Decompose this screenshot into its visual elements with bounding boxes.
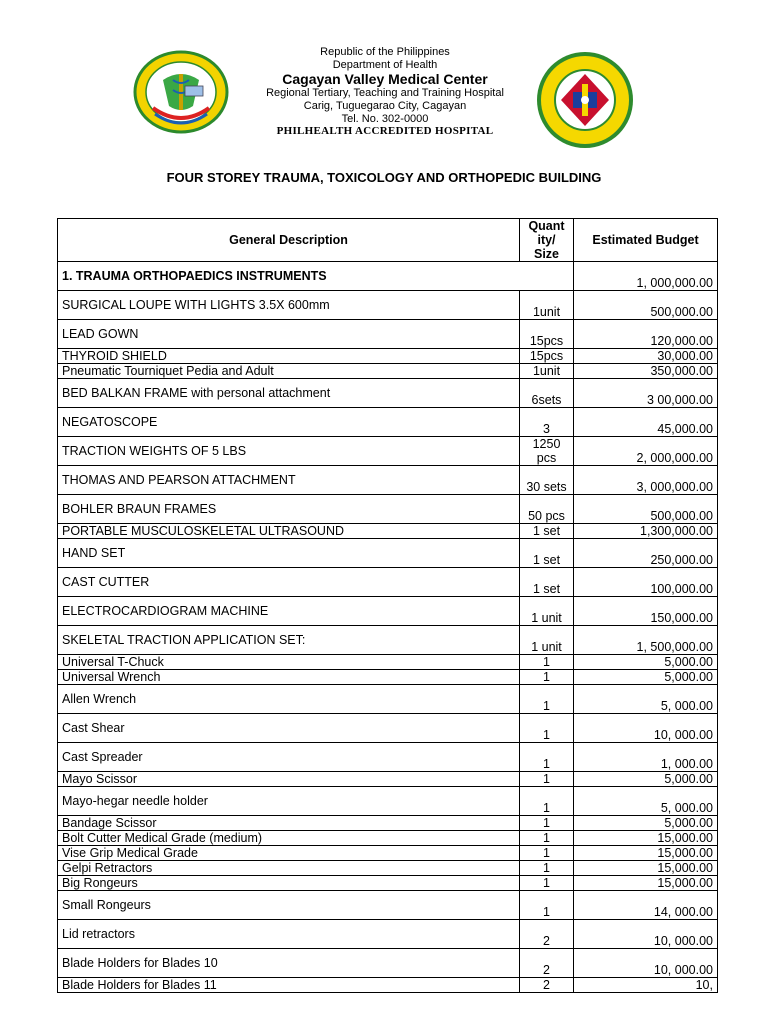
item-budget: 3 00,000.00 (574, 379, 718, 408)
item-description: BOHLER BRAUN FRAMES (58, 495, 520, 524)
item-description: Lid retractors (58, 920, 520, 949)
item-description: SURGICAL LOUPE WITH LIGHTS 3.5X 600mm (58, 291, 520, 320)
item-budget: 5, 000.00 (574, 685, 718, 714)
item-quantity: 6sets (520, 379, 574, 408)
item-budget: 5,000.00 (574, 655, 718, 670)
item-description: Small Rongeurs (58, 891, 520, 920)
table-row (58, 524, 718, 539)
table-header-row (58, 219, 718, 262)
item-budget: 15,000.00 (574, 831, 718, 846)
item-quantity: 1 unit (520, 626, 574, 655)
table-row (58, 364, 718, 379)
item-quantity: 1 (520, 861, 574, 876)
item-budget: 150,000.00 (574, 597, 718, 626)
hospital-name: Cagayan Valley Medical Center (282, 71, 488, 88)
section-label: 1. TRAUMA ORTHOPAEDICS INSTRUMENTS (58, 262, 574, 291)
table-row (58, 320, 718, 349)
item-quantity: 1unit (520, 364, 574, 379)
item-quantity: 2 (520, 920, 574, 949)
table-row (58, 437, 718, 466)
table-row (58, 876, 718, 891)
table-row (58, 655, 718, 670)
item-budget: 350,000.00 (574, 364, 718, 379)
section-budget: 1, 000,000.00 (574, 262, 718, 291)
department-line: Department of Health (332, 58, 438, 71)
table-row (58, 349, 718, 364)
item-quantity: 15pcs (520, 349, 574, 364)
item-budget: 500,000.00 (574, 291, 718, 320)
item-quantity: 30 sets (520, 466, 574, 495)
item-quantity: 1 (520, 772, 574, 787)
header-description: General Description (58, 219, 520, 262)
item-quantity: 1 (520, 655, 574, 670)
item-description: Allen Wrench (58, 685, 520, 714)
item-description: Cast Shear (58, 714, 520, 743)
item-description: ELECTROCARDIOGRAM MACHINE (58, 597, 520, 626)
item-quantity: 1 set (520, 539, 574, 568)
item-budget: 15,000.00 (574, 861, 718, 876)
item-budget: 5, 000.00 (574, 787, 718, 816)
cvmc-seal-logo (133, 50, 229, 134)
item-budget: 10, 000.00 (574, 714, 718, 743)
item-description: THYROID SHIELD (58, 349, 520, 364)
item-description: Universal Wrench (58, 670, 520, 685)
table-row (58, 816, 718, 831)
table-row (58, 891, 718, 920)
item-budget: 3, 000,000.00 (574, 466, 718, 495)
item-quantity: 1 (520, 846, 574, 861)
table-row (58, 379, 718, 408)
item-budget: 500,000.00 (574, 495, 718, 524)
header-quantity: Quant ity/ Size (520, 219, 574, 262)
item-quantity: 1 (520, 831, 574, 846)
letterhead (0, 40, 768, 140)
item-description: PORTABLE MUSCULOSKELETAL ULTRASOUND (58, 524, 520, 539)
item-budget: 1,300,000.00 (574, 524, 718, 539)
item-quantity: 1 (520, 787, 574, 816)
item-description: Vise Grip Medical Grade (58, 846, 520, 861)
table-row (58, 772, 718, 787)
accreditation-line: PHILHEALTH ACCREDITED HOSPITAL (276, 125, 494, 138)
item-budget: 250,000.00 (574, 539, 718, 568)
item-description: Cast Spreader (58, 743, 520, 772)
item-budget: 10, 000.00 (574, 920, 718, 949)
table-row (58, 670, 718, 685)
item-description: Bandage Scissor (58, 816, 520, 831)
item-description: Pneumatic Tourniquet Pedia and Adult (58, 364, 520, 379)
section-row (58, 262, 718, 291)
table-row (58, 291, 718, 320)
item-budget: 10, 000.00 (574, 949, 718, 978)
item-quantity: 1 unit (520, 597, 574, 626)
item-description: HAND SET (58, 539, 520, 568)
table-row (58, 861, 718, 876)
item-description: NEGATOSCOPE (58, 408, 520, 437)
item-description: Universal T-Chuck (58, 655, 520, 670)
item-description: Bolt Cutter Medical Grade (medium) (58, 831, 520, 846)
letterhead-text (252, 46, 518, 138)
item-description: Blade Holders for Blades 11 (58, 978, 520, 993)
item-quantity: 1 (520, 876, 574, 891)
item-description: SKELETAL TRACTION APPLICATION SET: (58, 626, 520, 655)
item-description: Mayo-hegar needle holder (58, 787, 520, 816)
item-budget: 1, 000.00 (574, 743, 718, 772)
item-description: TRACTION WEIGHTS OF 5 LBS (58, 437, 520, 466)
hospital-subtitle: Regional Tertiary, Teaching and Training Hospital (266, 87, 504, 100)
table-row (58, 495, 718, 524)
item-quantity: 1 (520, 685, 574, 714)
item-quantity: 1unit (520, 291, 574, 320)
item-quantity: 1 set (520, 568, 574, 597)
item-description: THOMAS AND PEARSON ATTACHMENT (58, 466, 520, 495)
table-row (58, 949, 718, 978)
republic-line: Republic of the Philippines (320, 46, 450, 58)
item-quantity: 1 (520, 891, 574, 920)
item-quantity: 2 (520, 949, 574, 978)
item-description: Big Rongeurs (58, 876, 520, 891)
item-description: Blade Holders for Blades 10 (58, 949, 520, 978)
item-budget: 1, 500,000.00 (574, 626, 718, 655)
table-row (58, 685, 718, 714)
item-quantity: 1250 pcs (520, 437, 574, 466)
item-budget: 2, 000,000.00 (574, 437, 718, 466)
hospital-telephone: Tel. No. 302-0000 (341, 112, 429, 125)
budget-table (57, 218, 718, 993)
table-row (58, 787, 718, 816)
table-row (58, 714, 718, 743)
table-row (58, 743, 718, 772)
table-row (58, 408, 718, 437)
table-row (58, 539, 718, 568)
document-title: FOUR STOREY TRAUMA, TOXICOLOGY AND ORTHOPEDIC BUILDING (166, 170, 602, 185)
item-budget: 14, 000.00 (574, 891, 718, 920)
item-description: LEAD GOWN (58, 320, 520, 349)
item-quantity: 50 pcs (520, 495, 574, 524)
item-description: Mayo Scissor (58, 772, 520, 787)
table-row (58, 978, 718, 993)
item-budget: 10, (574, 978, 718, 993)
item-quantity: 1 (520, 714, 574, 743)
item-budget: 15,000.00 (574, 846, 718, 861)
item-budget: 120,000.00 (574, 320, 718, 349)
item-budget: 45,000.00 (574, 408, 718, 437)
item-quantity: 1 set (520, 524, 574, 539)
item-description: CAST CUTTER (58, 568, 520, 597)
item-description: BED BALKAN FRAME with personal attachment (58, 379, 520, 408)
item-quantity: 1 (520, 743, 574, 772)
table-row (58, 597, 718, 626)
hospital-address: Carig, Tuguegarao City, Cagayan (303, 100, 467, 113)
doh-seal-logo (535, 50, 635, 150)
item-budget: 100,000.00 (574, 568, 718, 597)
item-budget: 15,000.00 (574, 876, 718, 891)
item-quantity: 1 (520, 816, 574, 831)
item-budget: 5,000.00 (574, 772, 718, 787)
item-budget: 5,000.00 (574, 670, 718, 685)
item-quantity: 15pcs (520, 320, 574, 349)
item-budget: 30,000.00 (574, 349, 718, 364)
table-row (58, 466, 718, 495)
item-quantity: 3 (520, 408, 574, 437)
item-description: Gelpi Retractors (58, 861, 520, 876)
table-row (58, 626, 718, 655)
table-row (58, 846, 718, 861)
header-budget: Estimated Budget (574, 219, 718, 262)
item-quantity: 2 (520, 978, 574, 993)
item-quantity: 1 (520, 670, 574, 685)
item-budget: 5,000.00 (574, 816, 718, 831)
table-row (58, 920, 718, 949)
table-row (58, 568, 718, 597)
table-row (58, 831, 718, 846)
